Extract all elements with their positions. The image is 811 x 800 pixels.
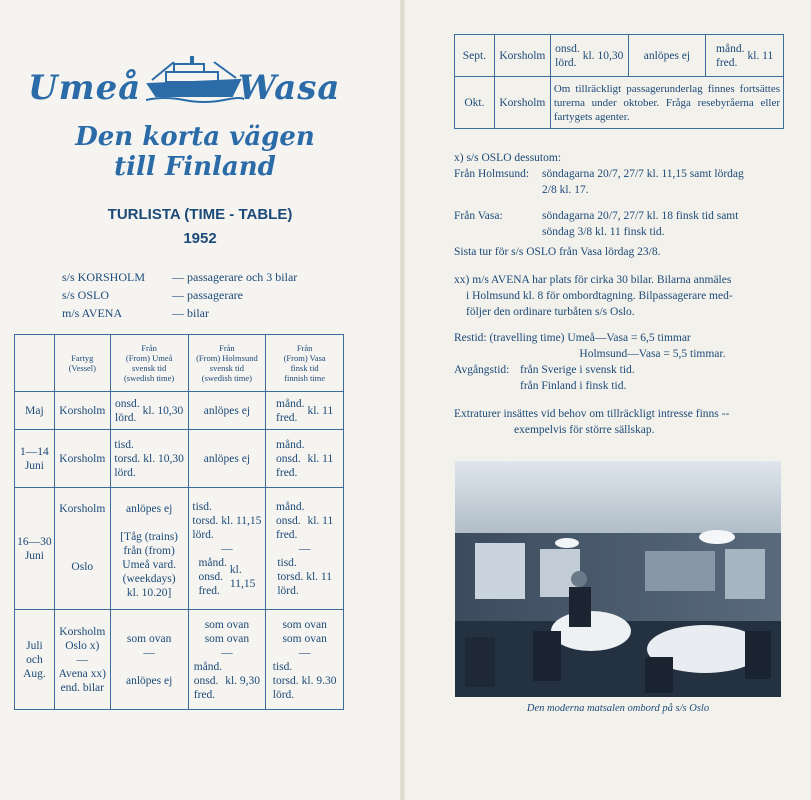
row-period: 1—14 Juni — [15, 430, 55, 488]
table-row — [455, 77, 784, 129]
header-umea: Från (From) Umeå svensk tid (swedish time) — [110, 335, 188, 392]
row-period: 16—30 Juni — [15, 488, 55, 610]
brand-logo — [28, 62, 341, 112]
row-vasa: månd. fred. kl. 11 — [266, 392, 344, 430]
row-vasa: månd. onsd. fred. kl. 11 — tisd. torsd. lörd. kl. 11 — [266, 488, 344, 610]
row-umea: tisd. torsd. lörd. kl. 10,30 — [110, 430, 188, 488]
oslo-notes — [454, 150, 744, 438]
header-vessel: Fartyg (Vessel) — [54, 335, 110, 392]
note-last-trip: Sista tur för s/s OSLO från Vasa lördag 23/8. — [454, 246, 661, 258]
table-row — [15, 430, 344, 488]
row-umea: anlöpes ej [Tåg (trains) från (from) Umeå vard. (weekdays) kl. 10.20] — [110, 488, 188, 610]
table-row — [15, 488, 344, 610]
row-vasa: månd. onsd. fred. kl. 11 — [266, 430, 344, 488]
row-umea: onsd. lörd. kl. 10,30 — [110, 392, 188, 430]
ship-name: m/s AVENA — [62, 306, 123, 320]
ship-desc: — bilar — [172, 306, 209, 320]
row-period: Juli och Aug. — [15, 610, 55, 710]
ship-name: s/s OSLO — [62, 288, 110, 302]
timetable-year: 1952 — [183, 230, 217, 247]
row-umea: som ovan — anlöpes ej — [110, 610, 188, 710]
note-restid: Restid: (travelling time) Umeå—Vasa = 6,5 timmar Holmsund—Vasa = 5,5 timmar. — [454, 332, 726, 360]
timetable-title: TURLISTA (TIME - TABLE) — [107, 206, 293, 223]
page-fold — [400, 0, 405, 800]
note-heading: x) s/s OSLO dessutom: — [454, 152, 562, 164]
photo-caption: Den moderna matsalen ombord på s/s Oslo — [526, 703, 710, 714]
note-extra: Extraturer insättes vid behov om tillräckligt intresse finns -- exempelvis för större sällskap. — [454, 408, 730, 436]
header-period — [15, 335, 55, 392]
tagline-line-1: Den korta vägen — [75, 122, 315, 152]
steamship-icon — [144, 54, 244, 104]
row-period: Sept. — [455, 35, 495, 77]
header-holmsund: Från (From) Holmsund svensk tid (swedish time) — [188, 335, 266, 392]
ship-item — [62, 268, 297, 286]
tagline-line-2: till Finland — [114, 152, 276, 182]
ship-item — [62, 286, 297, 304]
row-umea: onsd. lörd. kl. 10,30 — [550, 35, 628, 77]
row-vessel: Korsholm — [54, 430, 110, 488]
table-row — [455, 35, 784, 77]
dining-room-illustration — [455, 461, 781, 697]
row-vessel: Korsholm Oslo — [54, 488, 110, 610]
dining-room-photo — [455, 461, 781, 697]
row-vessel: Korsholm Oslo x) — Avena xx) end. bilar — [54, 610, 110, 710]
row-period: Maj — [15, 392, 55, 430]
row-holmsund: som ovan som ovan — månd. onsd. fred. kl. 9,30 — [188, 610, 266, 710]
note-avgangstid: Avgångstid: från Sverige i svensk tid. från Finland i finsk tid. — [454, 364, 635, 392]
ship-item — [62, 304, 297, 322]
timetable-table-continued — [454, 34, 784, 129]
row-note: Om tillräckligt passagerunderlag finnes fortsättes turerna under oktober. Fråga resebyråerna eller fartygets agenter. — [550, 77, 783, 129]
row-vessel: Korsholm — [54, 392, 110, 430]
brand-word-right: Wasa — [238, 68, 341, 108]
row-period: Okt. — [455, 77, 495, 129]
table-row — [15, 610, 344, 710]
table-header-row — [15, 335, 344, 392]
row-vessel: Korsholm — [494, 77, 550, 129]
timetable-table — [14, 334, 344, 710]
row-holmsund: anlöpes ej — [188, 430, 266, 488]
row-vasa: som ovan som ovan — tisd. torsd. lörd. kl. 9.30 — [266, 610, 344, 710]
note-holmsund: Från Holmsund: söndagarna 20/7, 27/7 kl. 11,15 samt lördag 2/8 kl. 17. — [454, 168, 744, 196]
row-holmsund: anlöpes ej — [628, 35, 706, 77]
row-holmsund: tisd. torsd. lörd. kl. 11,15 — månd. onsd. fred. kl. 11,15 — [188, 488, 266, 610]
row-holmsund: anlöpes ej — [188, 392, 266, 430]
brand-word-left: Umeå — [28, 68, 142, 108]
ship-desc: — passagerare och 3 bilar — [172, 270, 298, 284]
row-vessel: Korsholm — [494, 35, 550, 77]
ship-name: s/s KORSHOLM — [62, 270, 146, 284]
note-avena: xx) m/s AVENA har plats för cirka 30 bilar. Bilarna anmäles i Holmsund kl. 8 för ombordtagning. Bilpassagerare med- följer den ordinare turbåten s/s Oslo. — [454, 274, 733, 318]
header-vasa: Från (From) Vasa finsk tid finnish time — [266, 335, 344, 392]
note-vasa: Från Vasa: söndagarna 20/7, 27/7 kl. 18 finsk tid samt söndag 3/8 kl. 11 finsk tid. — [454, 210, 739, 238]
ship-desc: — passagerare — [172, 288, 243, 302]
table-row — [15, 392, 344, 430]
row-vasa: månd. fred. kl. 11 — [706, 35, 784, 77]
ship-list — [62, 268, 297, 322]
